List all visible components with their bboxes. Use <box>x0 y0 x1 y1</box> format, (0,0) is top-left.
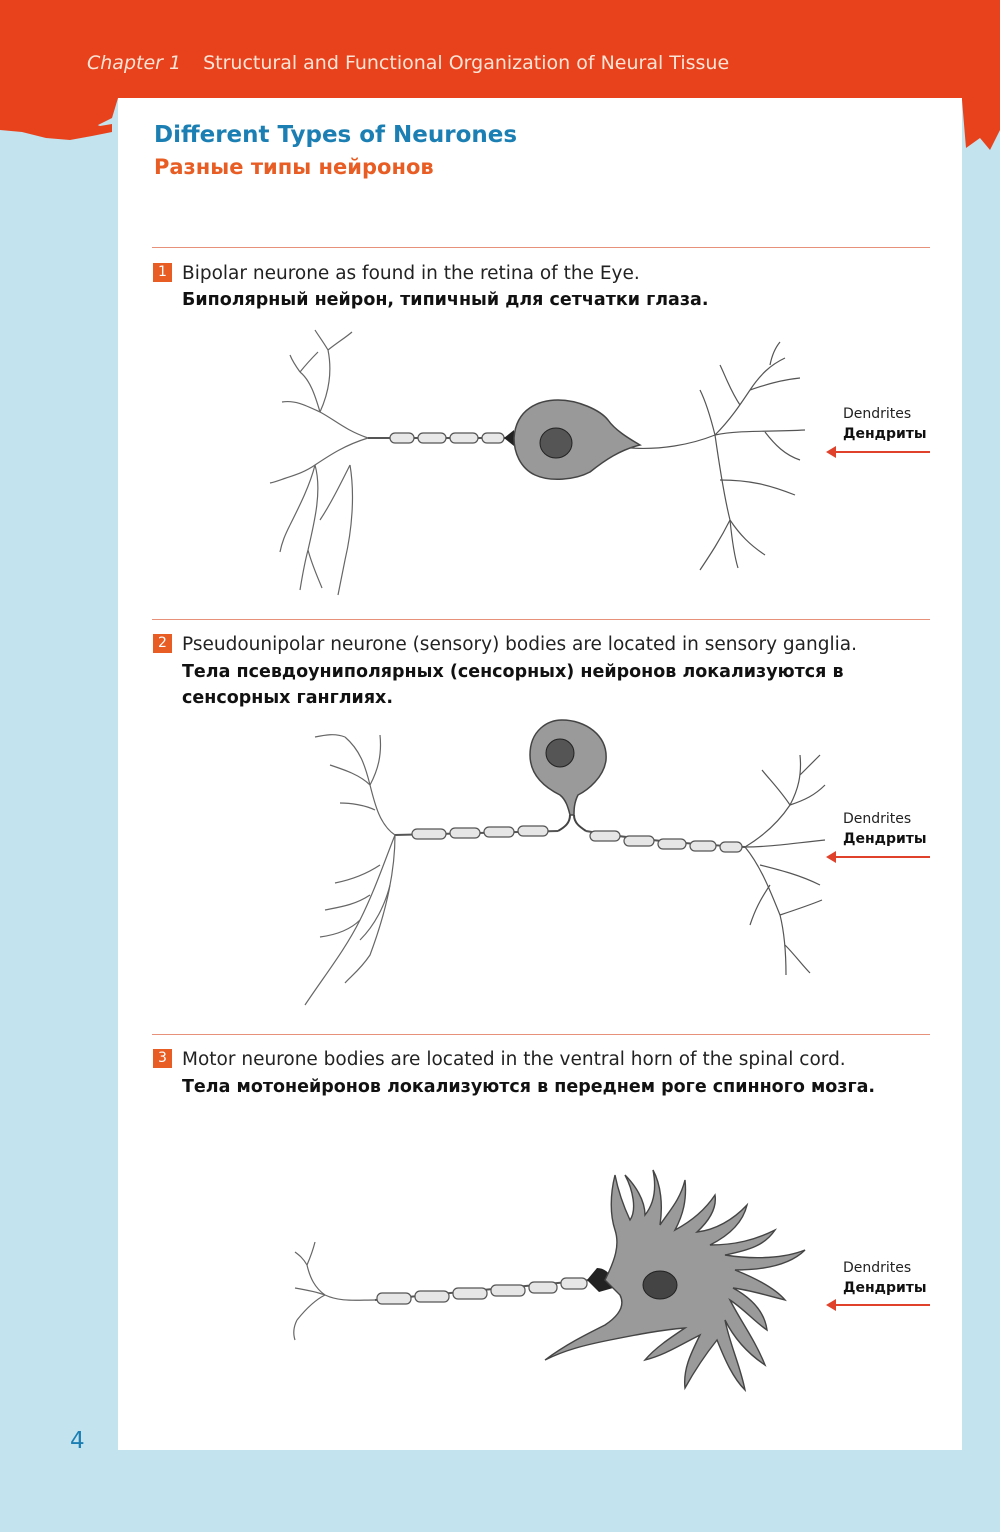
dendrites-arrow <box>824 1298 932 1312</box>
page-title-english: Different Types of Neurones <box>154 122 518 148</box>
section-caption-english: Bipolar neurone as found in the retina of the Eye. <box>182 263 640 284</box>
section-caption-english: Pseudounipolar neurone (sensory) bodies are located in sensory ganglia. <box>182 634 857 655</box>
section-caption-english: Motor neurone bodies are located in the ventral horn of the spinal cord. <box>182 1049 846 1070</box>
section-number-badge: 1 <box>153 263 172 282</box>
dendrites-arrow <box>824 850 932 864</box>
page-number: 4 <box>70 1428 85 1454</box>
dendrites-label-russian: Дендриты <box>843 426 927 442</box>
section-divider <box>152 247 930 248</box>
dendrites-arrow <box>824 445 932 459</box>
page-title-russian: Разные типы нейронов <box>154 155 434 179</box>
pseudounipolar-neuron-figure <box>290 715 830 1015</box>
section-number-badge: 3 <box>153 1049 172 1068</box>
motor-neuron-figure <box>285 1150 820 1425</box>
dendrites-label-russian: Дендриты <box>843 1280 927 1296</box>
dendrites-label-english: Dendrites <box>843 1260 912 1276</box>
bipolar-neuron-figure <box>260 320 820 605</box>
chapter-label: Chapter 1 <box>87 52 182 74</box>
section-divider <box>152 619 930 620</box>
section-divider <box>152 1034 930 1035</box>
dendrites-label-russian: Дендриты <box>843 831 927 847</box>
chapter-heading <box>87 52 729 74</box>
chapter-title: Structural and Functional Organization of Neural Tissue <box>203 52 730 74</box>
section-number-badge: 2 <box>153 634 172 653</box>
section-caption-russian: Тела псевдоуниполярных (сенсорных) нейронов локализуются в сенсорных ганглиях. <box>182 662 844 708</box>
section-caption-russian: Биполярный нейрон, типичный для сетчатки глаза. <box>182 290 709 310</box>
dendrites-label-english: Dendrites <box>843 406 912 422</box>
section-caption-russian: Тела мотонейронов локализуются в переднем роге спинного мозга. <box>182 1077 876 1097</box>
dendrites-label-english: Dendrites <box>843 811 912 827</box>
